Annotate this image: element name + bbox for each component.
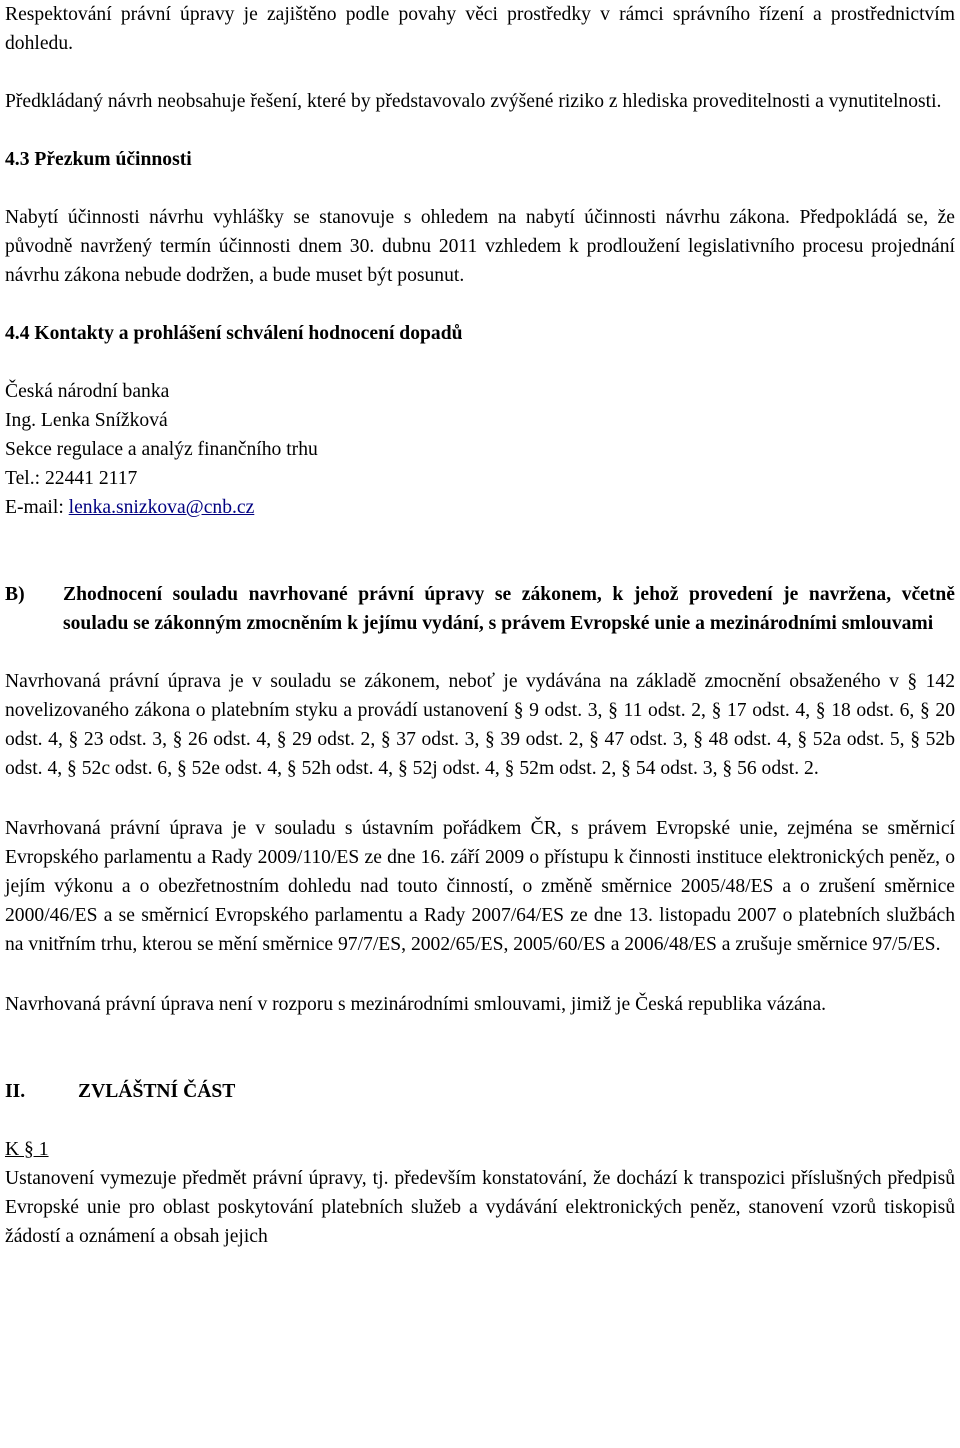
part-ii-title: ZVLÁŠTNÍ ČÁST	[78, 1081, 236, 1102]
email-label: E-mail:	[5, 497, 69, 518]
heading-4-3: 4.3 Přezkum účinnosti	[5, 149, 192, 170]
contact-phone: Tel.: 22441 2117	[5, 468, 138, 489]
heading-4-4: 4.4 Kontakty a prohlášení schválení hodnocení dopadů	[5, 323, 463, 344]
paragraph-k1: Ustanovení vymezuje předmět právní úpravy, tj. především konstatování, že dochází k transpozici příslušných předpisů Evropské unie pro oblast poskytování platebních služeb a vydávání elektronických peněz, stanovení vzorů tiskopisů žádostí a oznámení a obsah jejich	[5, 1168, 955, 1247]
paragraph-effectiveness: Nabytí účinnosti návrhu vyhlášky se stanovuje s ohledem na nabytí účinnosti návrhu zákona. Předpokládá se, že původně navržený termín účinnosti dnem 30. dubnu 2011 vzhledem k prodloužení legislativního procesu projednání návrhu zákona nebude dodržen, a bude muset být posunut.	[5, 207, 955, 286]
contact-department: Sekce regulace a analýz finančního trhu	[5, 439, 318, 460]
heading-k-1: K § 1	[5, 1139, 49, 1160]
contact-organization: Česká národní banka	[5, 381, 170, 402]
paragraph-eu-compliance: Navrhovaná právní úprava je v souladu s ústavním pořádkem ČR, s právem Evropské unie, zejména se směrnicí Evropského parlamentu a Rady 2009/110/ES ze dne 16. září 2009 o přístupu k činnosti instituce elektronických peněz, o jejím výkonu a o obezřetnostním dohledu nad touto činností, o změně směrnice 2005/48/ES a o zrušení směrnice 2000/46/ES a se směrnicí Evropského parlamentu a Rady 2007/64/ES ze dne 13. listopadu 2007 o platebních službách na vnitřním trhu, kterou se mění směrnice 97/7/ES, 2002/65/ES, 2005/60/ES a 2006/48/ES a zrušuje směrnice 97/5/ES.	[5, 818, 955, 955]
section-b	[5, 580, 955, 638]
contact-block	[5, 377, 955, 522]
contact-email-line	[5, 493, 955, 522]
email-link[interactable]: lenka.snizkova@cnb.cz	[68, 497, 255, 518]
paragraph-risk: Předkládaný návrh neobsahuje řešení, které by představovalo zvýšené riziko z hlediska proveditelnosti a vynutitelnosti.	[5, 91, 942, 112]
contact-name: Ing. Lenka Snížková	[5, 410, 168, 431]
paragraph-enforcement: Respektování právní úpravy je zajištěno podle povahy věci prostředky v rámci správního řízení a prostřednictvím dohledu.	[5, 4, 955, 54]
part-ii-heading	[5, 1077, 955, 1106]
paragraph-law-compliance: Navrhovaná právní úprava je v souladu se zákonem, neboť je vydávána na základě zmocnění obsaženého v § 142 novelizovaného zákona o platebním styku a provádí ustanovení § 9 odst. 3, § 11 odst. 2, § 17 odst. 4, § 18 odst. 6, § 20 odst. 4, § 23 odst. 3, § 26 odst. 4, § 29 odst. 2, § 37 odst. 3, § 39 odst. 2, § 47 odst. 3, § 48 odst. 4, § 52a odst. 5, § 52b odst. 4, § 52c odst. 6, § 52e odst. 4, § 52h odst. 4, § 52j odst. 4, § 52m odst. 2, § 54 odst. 3, § 56 odst. 2.	[5, 671, 955, 779]
section-b-title: Zhodnocení souladu navrhované právní úpravy se zákonem, k jehož provedení je navržena, včetně souladu se zákonným zmocněním k jejímu vydání, s právem Evropské unie a mezinárodními smlouvami	[63, 584, 955, 634]
part-ii-number: II.	[5, 1081, 26, 1102]
section-b-label: B)	[5, 584, 25, 605]
paragraph-treaties: Navrhovaná právní úprava není v rozporu s mezinárodními smlouvami, jimiž je Česká republika vázána.	[5, 994, 827, 1015]
